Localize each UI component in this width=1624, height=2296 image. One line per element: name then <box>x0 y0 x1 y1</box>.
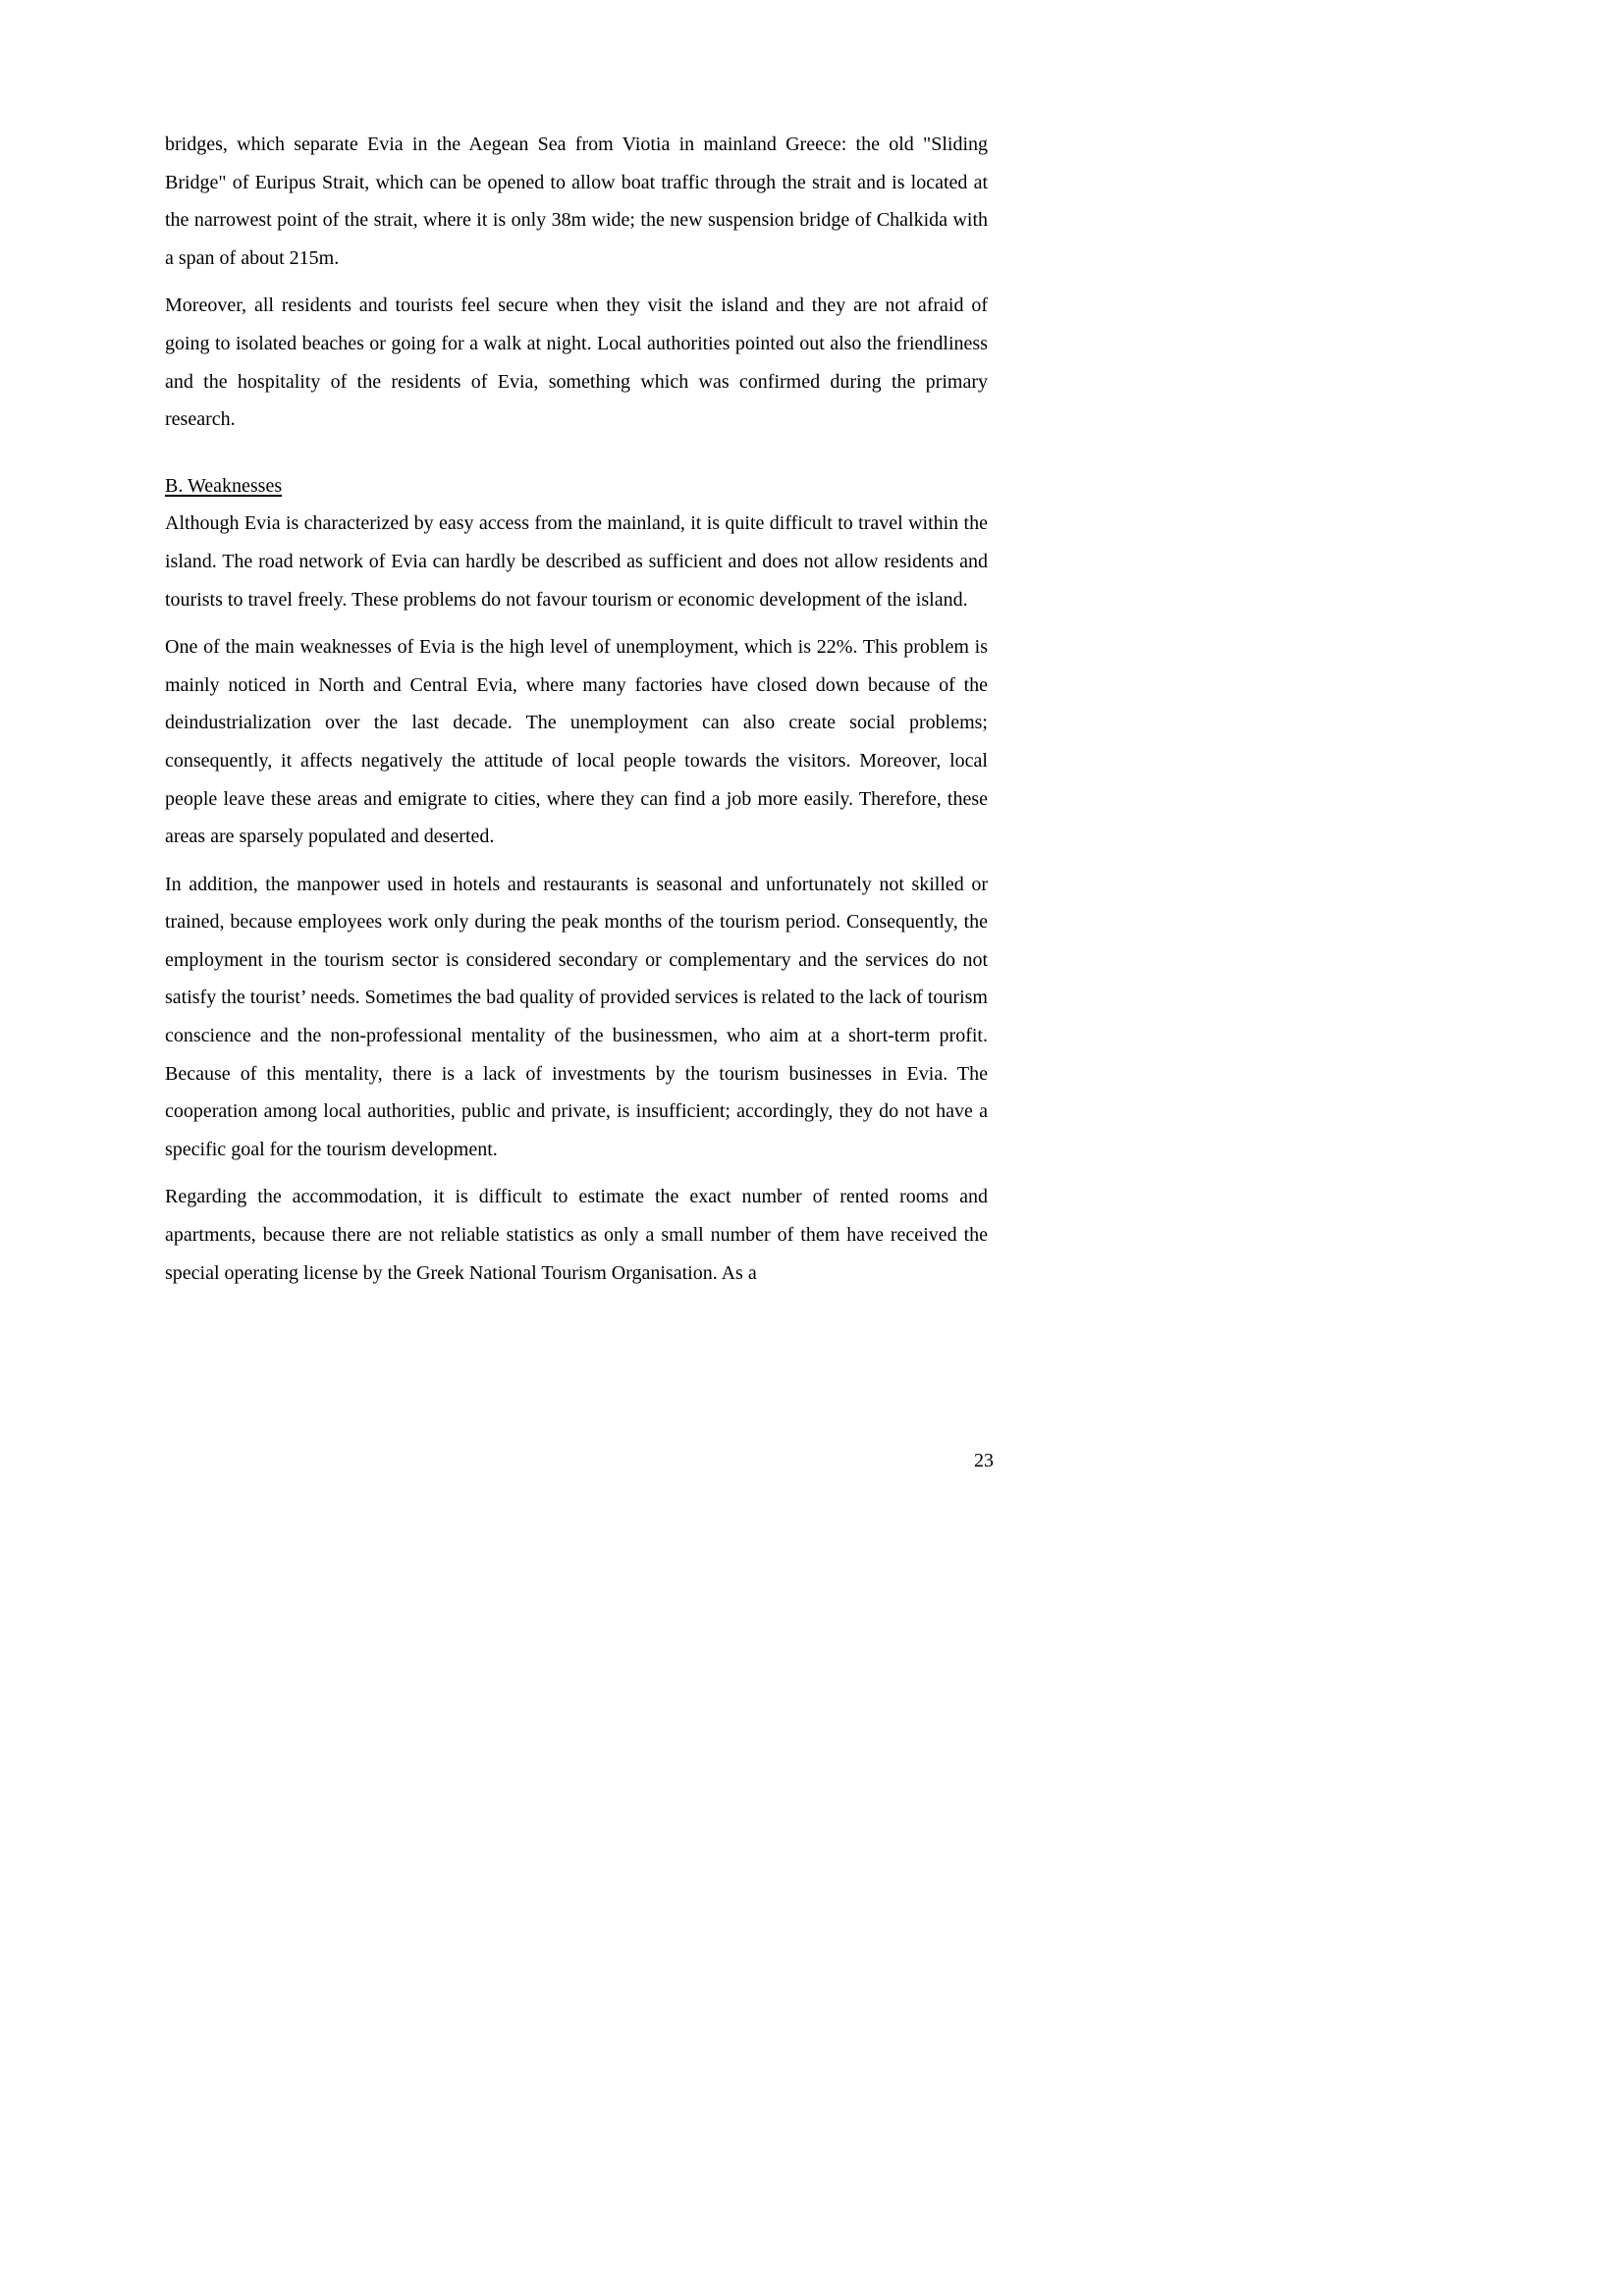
document-page <box>0 0 1082 1530</box>
paragraph-security: Moreover, all residents and tourists feel secure when they visit the island and they are not afraid of going to isolated beaches or going for a walk at night. Local authorities pointed out also the friendliness and the hospitality of the residents of Evia, something which was confirmed during the primary research. <box>165 294 988 431</box>
page-number: 23 <box>974 1450 994 1471</box>
paragraph-accommodation: Regarding the accommodation, it is difficult to estimate the exact number of rented rooms and apartments, because there are not reliable statistics as only a small number of them have received the special operating license by the Greek National Tourism Organisation. As a <box>165 1186 988 1284</box>
body-text <box>165 126 988 1292</box>
paragraph-road-network: Although Evia is characterized by easy access from the mainland, it is quite difficult to travel within the island. The road network of Evia can hardly be described as sufficient and does not allow residents and tourists to travel freely. These problems do not favour tourism or economic development of the island. <box>165 512 988 611</box>
paragraph-bridges: bridges, which separate Evia in the Aegean Sea from Viotia in mainland Greece: the old "Sliding Bridge" of Euripus Strait, which can be opened to allow boat traffic through the strait and is located at the narrowest point of the strait, where it is only 38m wide; the new suspension bridge of Chalkida with a span of about 215m. <box>165 133 988 269</box>
paragraph-manpower: In addition, the manpower used in hotels and restaurants is seasonal and unfortunately not skilled or trained, because employees work only during the peak months of the tourism period. Consequently, the employment in the tourism sector is considered secondary or complementary and the services do not satisfy the tourist’ needs. Sometimes the bad quality of provided services is related to the lack of tourism conscience and the non-professional mentality of the businessmen, who aim at a short-term profit. Because of this mentality, there is a lack of investments by the tourism businesses in Evia. The cooperation among local authorities, public and private, is insufficient; accordingly, they do not have a specific goal for the tourism development. <box>165 873 988 1160</box>
paragraph-unemployment: One of the main weaknesses of Evia is the high level of unemployment, which is 22%. This problem is mainly noticed in North and Central Evia, where many factories have closed down because of the deindustrialization over the last decade. The unemployment can also create social problems; consequently, it affects negatively the attitude of local people towards the visitors. Moreover, local people leave these areas and emigrate to cities, where they can find a job more easily. Therefore, these areas are sparsely populated and deserted. <box>165 636 988 848</box>
section-heading-weaknesses: B. Weaknesses <box>165 474 283 497</box>
